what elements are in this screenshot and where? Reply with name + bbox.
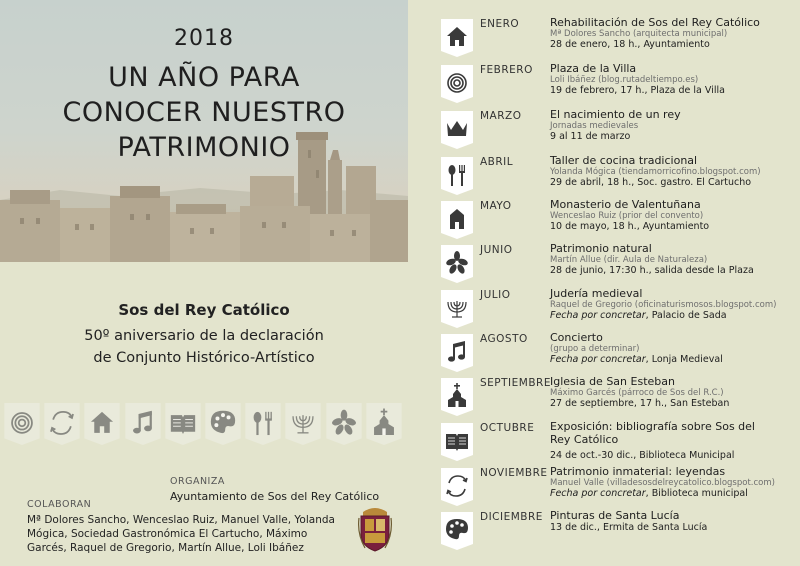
event-details (550, 62, 798, 97)
event-date-place: 28 de enero, 18 h., Ayuntamiento (550, 39, 710, 50)
church-icon (441, 377, 473, 417)
event-title: Plaza de la Villa (550, 62, 637, 75)
hero-year: 2018 (174, 26, 234, 51)
event-speaker: (grupo a determinar) (550, 344, 640, 354)
event-details (550, 108, 798, 143)
event-date-tbd: Fecha por concretar (550, 354, 646, 365)
icon-row (4, 403, 408, 449)
event-speaker: Mª Dolores Sancho (arquitecta municipal) (550, 29, 728, 39)
event-row (408, 154, 800, 198)
hero-photo (0, 0, 408, 262)
event-when (550, 522, 798, 534)
event-month: OCTUBRE (480, 422, 535, 434)
town-name: Sos del Rey Católico (118, 301, 290, 319)
event-when (550, 450, 798, 462)
anniversary-line-2: de Conjunto Histórico-Artístico (93, 350, 315, 366)
event-details (550, 331, 798, 366)
spiral-icon (441, 64, 473, 104)
event-title: Concierto (550, 331, 603, 344)
event-date-place: , Palacio de Sada (645, 310, 727, 321)
event-month: AGOSTO (480, 333, 528, 345)
event-row (408, 420, 800, 464)
crown-icon (441, 110, 473, 150)
event-when (550, 85, 798, 97)
event-date-place: , Lonja Medieval (645, 354, 723, 365)
hero-title-line: PATRIMONIO (117, 132, 291, 163)
event-speaker: Raquel de Gregorio (oficinaturismosos.blogspot.com) (550, 300, 777, 310)
utensils-icon (441, 156, 473, 196)
event-title: Iglesia de San Esteban (550, 375, 675, 388)
event-date-tbd: Fecha por concretar (550, 488, 646, 499)
event-when (550, 398, 798, 410)
event-speaker: Manuel Valle (villadesosdelreycatolico.blogspot.com) (550, 478, 775, 488)
event-speaker: Wenceslao Ruiz (prior del convento) (550, 211, 704, 221)
colaboran-label: COLABORAN (27, 499, 92, 510)
event-month: SEPTIEMBRE (480, 377, 551, 389)
flower-icon (441, 244, 473, 284)
utensils-icon (245, 403, 281, 445)
hero-title (0, 60, 408, 165)
event-speaker: Jornadas medievales (550, 121, 639, 131)
event-row (408, 108, 800, 152)
event-details (550, 287, 798, 322)
colaboran-text: Mª Dolores Sancho, Wenceslao Ruiz, Manuel Valle, Yolanda Mógica, Sociedad Gastronómica El Cartucho, Máximo Garcés, Raquel de Gregorio, Martín Allue, Loli Ibáñez (27, 514, 335, 554)
event-when (550, 221, 798, 233)
hero-title-line: CONOCER NUESTRO (62, 97, 346, 128)
event-title: Taller de cocina tradicional (550, 154, 698, 167)
event-details (550, 154, 798, 189)
menorah-icon (285, 403, 321, 445)
church-icon (366, 403, 402, 445)
event-when (550, 265, 798, 277)
town-crest-icon (357, 504, 393, 552)
event-title: Judería medieval (550, 287, 643, 300)
event-details (550, 465, 798, 500)
event-when (550, 39, 798, 51)
cycle-icon (44, 403, 80, 445)
event-row (408, 465, 800, 509)
event-month: ABRIL (480, 156, 514, 168)
event-date-place: 28 de junio, 17:30 h., salida desde la Plaza (550, 265, 754, 276)
event-row (408, 331, 800, 375)
event-speaker: Loli Ibáñez (blog.rutadeltiempo.es) (550, 75, 699, 85)
menorah-icon (441, 289, 473, 329)
event-month: JULIO (480, 289, 511, 301)
hero-title-line: UN AÑO PARA (108, 62, 300, 93)
event-month: FEBRERO (480, 64, 533, 76)
anniversary-block (0, 301, 408, 369)
event-row (408, 242, 800, 286)
palette-icon (205, 403, 241, 445)
event-title: El nacimiento de un rey (550, 108, 681, 121)
event-row (408, 62, 800, 106)
event-date-place: 29 de abril, 18 h., Soc. gastro. El Cartucho (550, 177, 752, 188)
event-row (408, 16, 800, 60)
music-note-icon (125, 403, 161, 445)
event-date-tbd: Fecha por concretar (550, 310, 646, 321)
event-date-place: 13 de dic., Ermita de Santa Lucía (550, 522, 708, 533)
house-icon (84, 403, 120, 445)
event-speaker: Yolanda Mógica (tiendamorricofino.blogspot.com) (550, 167, 761, 177)
cycle-icon (441, 467, 473, 507)
house-icon (441, 18, 473, 58)
event-month: NOVIEMBRE (480, 467, 548, 479)
book-icon (165, 403, 201, 445)
event-speaker: Martín Allue (dir. Aula de Naturaleza) (550, 255, 708, 265)
event-when (550, 488, 798, 500)
event-details (550, 375, 798, 410)
event-title: Patrimonio natural (550, 242, 652, 255)
event-when (550, 310, 798, 322)
event-date-place: 10 de mayo, 18 h., Ayuntamiento (550, 221, 710, 232)
event-when (550, 354, 798, 366)
event-details (550, 509, 798, 534)
book-icon (441, 422, 473, 462)
event-when (550, 177, 798, 189)
event-details (550, 242, 798, 277)
chapel-icon (441, 200, 473, 240)
event-speaker: Máximo Garcés (párroco de Sos del R.C.) (550, 388, 724, 398)
event-details (550, 198, 798, 233)
music-note-icon (441, 333, 473, 373)
event-date-place: 19 de febrero, 17 h., Plaza de la Villa (550, 85, 725, 96)
event-month: DICIEMBRE (480, 511, 543, 523)
event-row (408, 509, 800, 553)
event-when (550, 131, 798, 143)
event-details (550, 16, 798, 51)
events-panel (408, 0, 800, 566)
event-month: MAYO (480, 200, 512, 212)
event-date-place: , Biblioteca municipal (645, 488, 748, 499)
event-date-place: 9 al 11 de marzo (550, 131, 631, 142)
flower-icon (326, 403, 362, 445)
event-month: ENERO (480, 18, 520, 30)
palette-icon (441, 511, 473, 551)
event-title: Patrimonio inmaterial: leyendas (550, 465, 726, 478)
organiza-label: ORGANIZA (170, 476, 225, 487)
event-title: Exposición: bibliografía sobre Sos del (550, 420, 755, 433)
event-title: Rehabilitación de Sos del Rey Católico (550, 16, 760, 29)
event-details (550, 420, 798, 462)
event-date-place: 27 de septiembre, 17 h., San Esteban (550, 398, 730, 409)
event-row (408, 287, 800, 331)
event-row (408, 375, 800, 419)
event-title: Monasterio de Valentuñana (550, 198, 701, 211)
event-month: MARZO (480, 110, 522, 122)
anniversary-line-1: 50º aniversario de la declaración (84, 328, 324, 344)
event-title: Pinturas de Santa Lucía (550, 509, 680, 522)
event-title-cont: Rey Católico (550, 433, 619, 446)
event-date-place: 24 de oct.-30 dic., Biblioteca Municipal (550, 450, 735, 461)
spiral-icon (4, 403, 40, 445)
organiza-name: Ayuntamiento de Sos del Rey Católico (170, 490, 380, 503)
event-row (408, 198, 800, 242)
event-month: JUNIO (480, 244, 513, 256)
